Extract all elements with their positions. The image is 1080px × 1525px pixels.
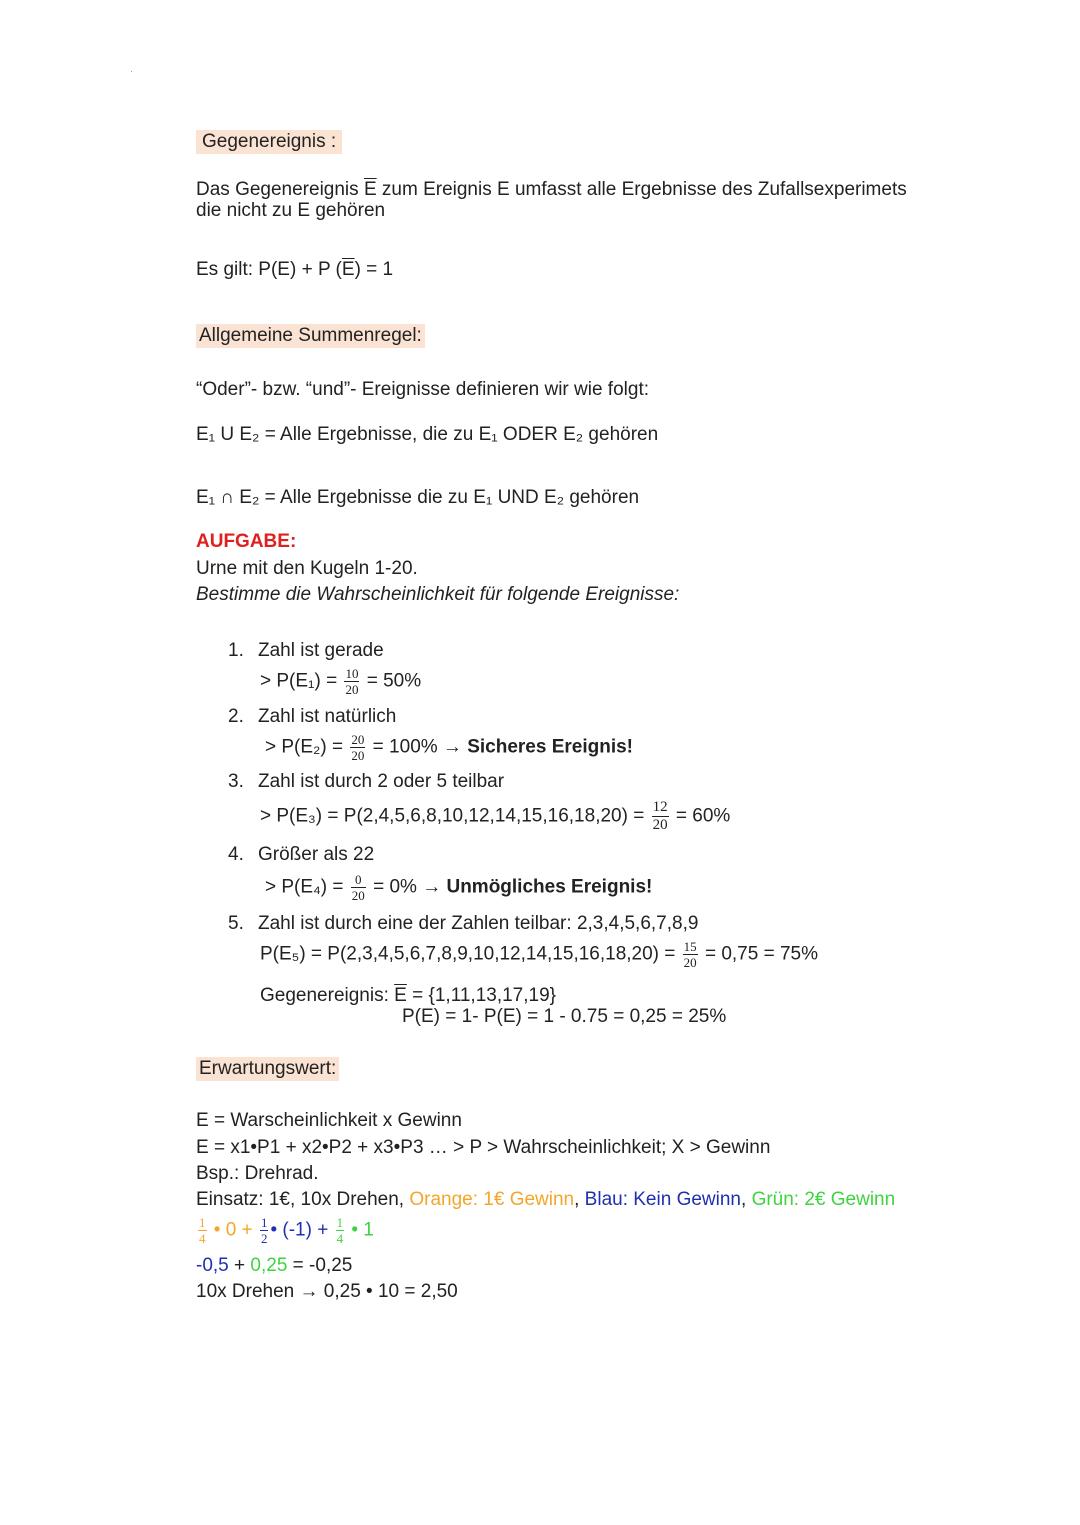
calc-text: > P(E₁) =: [260, 670, 343, 692]
plus: +: [228, 1255, 251, 1276]
calc-text: > P(E₃) = P(2,4,5,6,8,10,12,14,15,16,18,20) =: [260, 805, 650, 827]
calc-text: P(E₅) = P(2,3,4,5,6,7,8,9,10,12,14,15,16,18,20) =: [260, 943, 681, 965]
fraction: [344, 667, 359, 696]
separator: ,: [741, 1189, 752, 1210]
final-line: 10x Drehen → 0,25 • 10 = 2,50: [196, 1281, 458, 1302]
item-number: 2.: [228, 706, 244, 727]
item-5-calc: [260, 940, 818, 969]
aufgabe-instruction: Bestimme die Wahrscheinlichkeit für folgende Ereignisse:: [196, 584, 680, 605]
item-5-title: [228, 913, 698, 935]
calc-text: = 100% →: [367, 736, 468, 758]
sicheres-ereignis: Sicheres Ereignis!: [467, 736, 634, 758]
denominator: 20: [351, 748, 365, 763]
fraction: [652, 800, 669, 833]
intersection-definition: E₁ ∩ E₂ = Alle Ergebnisse die zu E₁ UND E₂ gehören: [196, 487, 640, 508]
text: zum Ereignis E umfasst alle Ergebnisse des Zufallsexperimets: [376, 179, 907, 200]
erwartungswert-heading: [196, 1058, 339, 1080]
gegenereignis-rule: [196, 259, 393, 281]
result-blue: -0,5: [196, 1255, 229, 1276]
fraction-blue: [260, 1216, 269, 1245]
numerator: 1: [260, 1215, 268, 1230]
term-orange: • 0 +: [208, 1219, 253, 1241]
fraction: [683, 940, 698, 969]
summenregel-intro: “Oder”- bzw. “und”- Ereignisse definieren wir wie folgt:: [196, 379, 650, 400]
calc-text: = 60%: [670, 805, 731, 827]
overline-e: $\overline{E}$: [363, 179, 377, 200]
item-number: 1.: [228, 640, 244, 661]
item-title: Zahl ist gerade: [258, 640, 384, 661]
gegenereignis-heading: [196, 131, 342, 153]
text: Es gilt: P(E) + P (: [196, 259, 342, 280]
erwartungswert-line1: E = Warscheinlichkeit x Gewinn: [196, 1110, 462, 1131]
item-3-title: [228, 771, 504, 793]
denominator: 20: [351, 888, 365, 903]
numerator: 1: [199, 1215, 206, 1230]
item-4-calc: [265, 873, 652, 902]
gegenereignis-definition-line1: [196, 179, 907, 201]
numerator: 12: [652, 799, 668, 815]
item-1-title: [228, 640, 384, 662]
item-number: 4.: [228, 844, 244, 865]
separator: ,: [574, 1189, 585, 1210]
item-3-calc: [260, 800, 730, 833]
union-definition: E₁ U E₂ = Alle Ergebnisse, die zu E₁ ODER E₂ gehören: [196, 424, 659, 445]
item-title: Größer als 22: [258, 844, 375, 865]
denominator: 4: [199, 1231, 206, 1246]
denominator: 2: [260, 1231, 268, 1246]
blau-gewinn: Blau: Kein Gewinn: [584, 1189, 741, 1210]
aufgabe-urn: Urne mit den Kugeln 1-20.: [196, 558, 418, 579]
gegenereignis-definition-line2: die nicht zu E gehören: [196, 200, 386, 221]
numerator: 20: [351, 732, 365, 747]
aufgabe-label: AUFGABE:: [196, 531, 297, 552]
unmoegliches-ereignis: Unmögliches Ereignis!: [446, 876, 653, 898]
text: ) = 1: [354, 259, 394, 280]
gegenereignis-example: [260, 985, 556, 1007]
calc-text: = 50%: [361, 670, 422, 692]
denominator: 20: [683, 955, 697, 970]
item-2-calc: [265, 733, 633, 762]
erwartungswert-line3: Bsp.: Drehrad.: [196, 1163, 319, 1184]
term-green: • 1: [346, 1219, 374, 1241]
calc-text: > P(E₄) =: [265, 876, 349, 898]
summenregel-heading: [196, 325, 425, 347]
fraction-orange: [198, 1216, 207, 1245]
item-2-title: [228, 706, 396, 728]
einsatz-text: Einsatz: 1€, 10x Drehen,: [196, 1189, 410, 1210]
denominator: 20: [345, 682, 359, 697]
einsatz-line: [196, 1189, 895, 1211]
numerator: 10: [345, 666, 359, 681]
overline-e: $\overline{E}$: [341, 259, 355, 280]
result-line: [196, 1255, 352, 1277]
numerator: 15: [683, 939, 697, 954]
text: = {1,11,13,17,19}: [406, 985, 556, 1006]
text: Das Gegenereignis: [196, 179, 364, 200]
numerator: 0: [351, 873, 366, 888]
result-total: = -0,25: [287, 1255, 353, 1276]
calc-text: = 0,75 = 75%: [699, 943, 818, 965]
heading-text: Erwartungswert:: [196, 1057, 339, 1081]
formula-line: [196, 1216, 374, 1245]
item-title: Zahl ist durch 2 oder 5 teilbar: [258, 771, 505, 792]
calc-text: = 0% →: [367, 876, 447, 898]
term-blue: • (-1) +: [270, 1219, 329, 1241]
item-4-title: [228, 844, 374, 866]
fraction: [351, 873, 366, 902]
item-number: 5.: [228, 913, 244, 934]
denominator: 4: [336, 1231, 344, 1246]
result-green: 0,25: [250, 1255, 288, 1276]
text: Gegenereignis:: [260, 985, 395, 1006]
erwartungswert-line2: E = x1•P1 + x2•P2 + x3•P3 … > P > Wahrscheinlichkeit; X > Gewinn: [196, 1137, 771, 1158]
item-title: Zahl ist natürlich: [258, 706, 397, 727]
item-number: 3.: [228, 771, 244, 792]
fraction-green: [336, 1216, 345, 1245]
numerator: 1: [336, 1215, 344, 1230]
stray-dot: [131, 71, 132, 72]
fraction: [350, 733, 365, 762]
item-title: Zahl ist durch eine der Zahlen teilbar: 2,3,4,5,6,7,8,9: [258, 913, 699, 934]
calc-text: > P(E₂) =: [265, 736, 349, 758]
heading-text: Gegenereignis :: [196, 130, 342, 154]
orange-gewinn: Orange: 1€ Gewinn: [409, 1189, 575, 1210]
denominator: 20: [652, 817, 668, 833]
heading-text: Allgemeine Summenregel:: [196, 324, 425, 348]
item-1-calc: [260, 667, 421, 696]
gegenereignis-calc: P(E) = 1- P(E) = 1 - 0.75 = 0,25 = 25%: [402, 1006, 727, 1027]
gruen-gewinn: Grün: 2€ Gewinn: [751, 1189, 896, 1210]
overline-e: $\overline{E}$: [394, 985, 407, 1006]
